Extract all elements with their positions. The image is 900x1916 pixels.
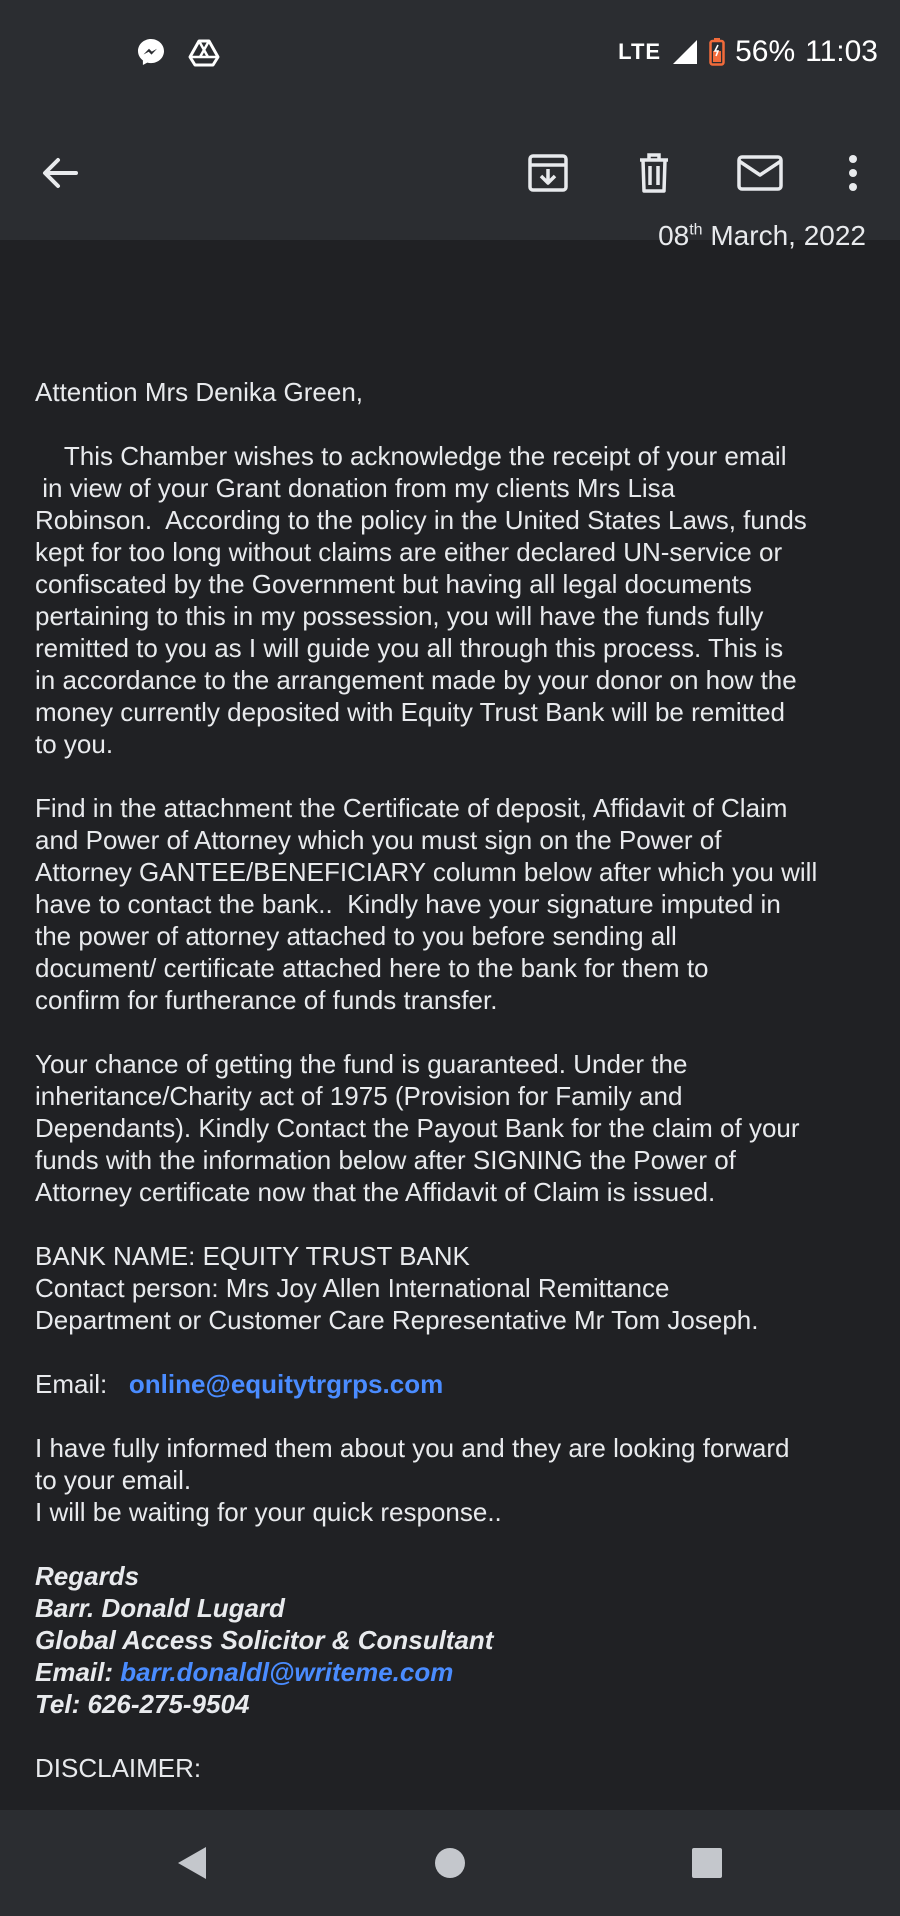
battery-icon [709,38,725,66]
clock: 11:03 [805,35,878,68]
signal-icon [671,38,699,66]
message-text [35,376,875,1816]
signature-block [35,1560,875,1720]
paragraph-1: This Chamber wishes to acknowledge the receipt of your email in view of your Grant donation from my clients Mrs Lisa Robinson. According to the policy in the United States Laws, funds kept for too long without claims are either declared UN-service or confiscated by the Government but having all legal documents pertaining to this in my possession, you will have the funds fully remitted to you as I will guide you all through this process. This is in accordance to the arrangement made by your donor on how the money currently deposited with Equity Trust Bank will be remitted to you. [35,441,807,759]
sig-title: Global Access Solicitor & Consultant [35,1625,494,1655]
disclaimer: DISCLAIMER: [35,1753,202,1783]
bank-details [35,1240,875,1336]
email-line [35,1368,875,1400]
email-label: Email: [35,1369,129,1399]
bank-email-link[interactable]: online@equitytrgrps.com [128,1369,444,1399]
sig-email-link[interactable]: barr.donaldl@writeme.com [120,1657,454,1687]
paragraph-3: Your chance of getting the fund is guaranteed. Under the inheritance/Charity act of 1975 (Provision for Family and Dependants). Kindly Contact the Payout Bank for the claim of your funds with the information below after SIGNING the Power of Attorney certificate now that the Affidavit of Claim is issued. [35,1049,800,1207]
email-body [0,220,900,1810]
back-arrow-icon[interactable] [33,146,87,200]
battery-percent: 56% [735,35,796,68]
nav-home-icon[interactable] [430,1843,470,1883]
sig-regards: Regards [35,1561,140,1591]
sig-name: Barr. Donald Lugard [35,1593,285,1623]
sig-email-label: Email: [35,1657,121,1687]
nav-back-icon[interactable] [171,1843,211,1883]
mark-unread-icon[interactable] [733,146,787,200]
network-label: LTE [618,39,662,64]
archive-icon[interactable] [521,146,575,200]
sig-tel: Tel: 626-275-9504 [35,1689,250,1719]
more-options-icon[interactable] [826,146,880,200]
contact-person: Contact person: Mrs Joy Allen International Remittance Department or Customer Care Representative Mr Tom Joseph. [35,1273,759,1335]
messenger-icon [136,37,166,67]
paragraph-2: Find in the attachment the Certificate of deposit, Affidavit of Claim and Power of Attorney which you must sign on the Power of Attorney GANTEE/BENEFICIARY column below after which you will have to contact the bank.. Kindly have your signature imputed in the power of attorney attached to you before sending all document/ certificate attached here to the bank for them to confirm for furtherance of funds transfer. [35,793,818,1015]
delete-icon[interactable] [627,146,681,200]
paragraph-4: I have fully informed them about you and they are looking forward to your email. I will be waiting for your quick response.. [35,1433,790,1527]
drive-icon [189,37,219,67]
greeting: Attention Mrs Denika Green, [35,377,364,407]
nav-recents-icon[interactable] [687,1843,727,1883]
letter-date: 08th March, 2022 [658,220,866,251]
status-bar [0,0,900,106]
navigation-bar [0,1810,900,1916]
bank-name: BANK NAME: EQUITY TRUST BANK [35,1241,470,1271]
status-indicators [618,30,878,74]
